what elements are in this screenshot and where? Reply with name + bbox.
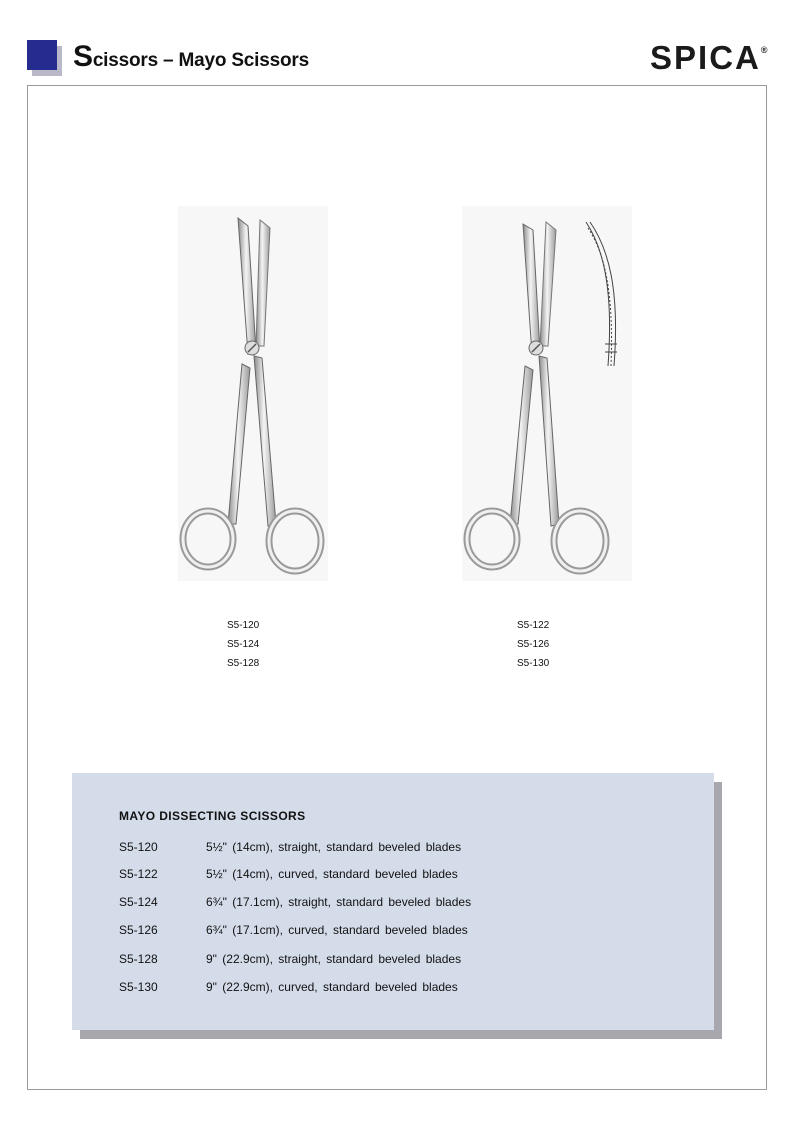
straight-scissors-image <box>178 206 328 581</box>
product-code: S5-124 <box>227 639 260 650</box>
spec-code: S5-120 <box>119 840 158 854</box>
spica-logo <box>650 39 768 77</box>
spec-code: S5-128 <box>119 952 158 966</box>
spec-code: S5-122 <box>119 867 158 881</box>
product-code: S5-128 <box>227 658 260 669</box>
spec-desc: 9" (22.9cm), curved, standard beveled blades <box>206 980 458 994</box>
spec-row <box>119 867 458 881</box>
product-code: S5-120 <box>227 620 260 631</box>
spec-row <box>119 980 458 994</box>
spec-code: S5-124 <box>119 895 158 909</box>
spec-row <box>119 923 468 937</box>
registered-mark: ® <box>760 45 768 55</box>
product-code: S5-130 <box>517 658 550 669</box>
title-square <box>27 40 57 70</box>
spec-desc: 5½" (14cm), straight, standard beveled blades <box>206 840 462 854</box>
spec-heading: MAYO DISSECTING SCISSORS <box>119 809 306 823</box>
spec-desc: 6¾" (17.1cm), straight, standard beveled blades <box>206 895 472 909</box>
spec-row <box>119 840 461 854</box>
spec-row <box>119 895 471 909</box>
page-title <box>73 40 309 74</box>
spec-code: S5-126 <box>119 923 158 937</box>
spec-panel <box>72 773 714 1030</box>
page-title-initial: S <box>73 40 93 73</box>
spec-desc: 6¾" (17.1cm), curved, standard beveled blades <box>206 923 468 937</box>
page-title-rest: cissors – Mayo Scissors <box>92 50 309 71</box>
straight-codes-list <box>227 616 259 673</box>
product-code: S5-126 <box>517 639 550 650</box>
curved-codes-list <box>517 616 549 673</box>
spica-logo-text: SPICA <box>650 39 761 76</box>
spec-row <box>119 952 461 966</box>
spec-code: S5-130 <box>119 980 158 994</box>
spec-desc: 9" (22.9cm), straight, standard beveled blades <box>206 952 462 966</box>
curved-scissors-image <box>462 206 632 581</box>
product-code: S5-122 <box>517 620 550 631</box>
spec-desc: 5½" (14cm), curved, standard beveled blades <box>206 867 458 881</box>
